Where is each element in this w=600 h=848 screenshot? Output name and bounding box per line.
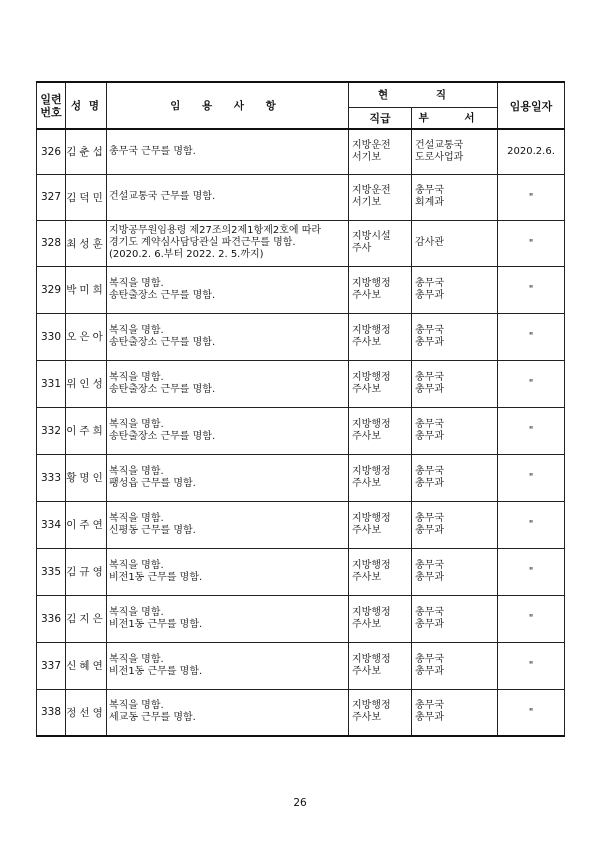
table-row xyxy=(37,501,565,548)
department xyxy=(412,642,498,689)
department xyxy=(412,689,498,736)
person-name: 정선영 xyxy=(66,689,107,736)
person-name: 최성훈 xyxy=(66,220,107,266)
table-row xyxy=(37,174,565,220)
department xyxy=(412,407,498,454)
appointment-desc xyxy=(107,454,349,501)
desc-line: 복직을 명함. xyxy=(109,606,164,618)
grade-line: 주사보 xyxy=(352,477,381,489)
grade xyxy=(349,220,412,266)
appointment-desc xyxy=(107,407,349,454)
department-line: 총무국 xyxy=(415,418,444,430)
grade xyxy=(349,266,412,313)
table-row xyxy=(37,313,565,360)
grade-line: 주사보 xyxy=(352,665,381,677)
grade-line: 주사보 xyxy=(352,712,381,724)
serial-no: 335 xyxy=(37,548,66,595)
department-line: 총무국 xyxy=(415,700,444,712)
grade-line: 지방운전 xyxy=(352,139,391,151)
header-grade: 직급 xyxy=(349,107,412,129)
department xyxy=(412,220,498,266)
department xyxy=(412,595,498,642)
grade-line: 주사보 xyxy=(352,524,381,536)
appointment-desc xyxy=(107,129,349,174)
person-name: 신혜연 xyxy=(66,642,107,689)
page-number: 26 xyxy=(293,797,307,809)
grade xyxy=(349,689,412,736)
appointment-date: " xyxy=(498,501,565,548)
desc-line: 복직을 명함. xyxy=(109,277,164,289)
grade-line: 지방행정 xyxy=(352,465,391,477)
department xyxy=(412,548,498,595)
grade-line: 지방행정 xyxy=(352,512,391,524)
desc-line: 비전1동 근무를 명함. xyxy=(109,665,203,677)
serial-no: 334 xyxy=(37,501,66,548)
department-line: 회계과 xyxy=(415,197,444,208)
grade-line: 지방행정 xyxy=(352,606,391,618)
serial-no: 332 xyxy=(37,407,66,454)
department-line: 총무과 xyxy=(415,477,444,489)
grade-line: 지방시설 xyxy=(352,231,391,242)
appointment-desc xyxy=(107,360,349,407)
department-line: 총무국 xyxy=(415,465,444,477)
person-name: 박미희 xyxy=(66,266,107,313)
desc-line: 경기도 계약심사담당관실 파견근무를 명함. xyxy=(109,237,296,248)
department xyxy=(412,174,498,220)
appointment-date: " xyxy=(498,689,565,736)
grade-line: 주사보 xyxy=(352,618,381,630)
serial-no: 326 xyxy=(37,129,66,174)
person-name: 이주연 xyxy=(66,501,107,548)
desc-line: 복직을 명함. xyxy=(109,418,164,430)
table-row xyxy=(37,642,565,689)
department-line: 총무과 xyxy=(415,336,444,348)
table-row xyxy=(37,548,565,595)
grade xyxy=(349,454,412,501)
grade-line: 주사보 xyxy=(352,289,381,301)
serial-no: 328 xyxy=(37,220,66,266)
grade-line: 지방행정 xyxy=(352,559,391,571)
grade-line: 주사보 xyxy=(352,571,381,583)
grade xyxy=(349,360,412,407)
table-row xyxy=(37,266,565,313)
desc-line: 신평동 근무를 명함. xyxy=(109,524,196,536)
appointment-desc xyxy=(107,689,349,736)
appointment-date: " xyxy=(498,595,565,642)
desc-line: 비전1동 근무를 명함. xyxy=(109,618,203,630)
serial-no: 337 xyxy=(37,642,66,689)
grade xyxy=(349,642,412,689)
header-department: 부 서 xyxy=(412,107,498,129)
department xyxy=(412,360,498,407)
header-current-position: 현 직 xyxy=(349,82,498,107)
table-row xyxy=(37,129,565,174)
appointment-desc xyxy=(107,174,349,220)
person-name: 오은아 xyxy=(66,313,107,360)
department-line: 총무국 xyxy=(415,653,444,665)
grade-line: 주사보 xyxy=(352,383,381,395)
person-name: 김지은 xyxy=(66,595,107,642)
department-line: 총무과 xyxy=(415,618,444,630)
department-line: 총무과 xyxy=(415,289,444,301)
desc-line: 비전1동 근무를 명함. xyxy=(109,571,203,583)
grade-line: 서기보 xyxy=(352,197,381,208)
serial-no: 333 xyxy=(37,454,66,501)
grade xyxy=(349,174,412,220)
person-name: 이주희 xyxy=(66,407,107,454)
header-row-top xyxy=(37,82,565,107)
appointment-date: " xyxy=(498,548,565,595)
grade-line: 지방행정 xyxy=(352,700,391,712)
department-line: 총무국 xyxy=(415,324,444,336)
desc-line: 복직을 명함. xyxy=(109,324,164,336)
grade-line: 지방행정 xyxy=(352,653,391,665)
appointment-desc xyxy=(107,548,349,595)
appointment-desc xyxy=(107,642,349,689)
desc-line: 송탄출장소 근무를 명함. xyxy=(109,336,216,348)
desc-line: 복직을 명함. xyxy=(109,371,164,383)
desc-line: 복직을 명함. xyxy=(109,559,164,571)
department-line: 총무국 xyxy=(415,277,444,289)
desc-line: 팽성읍 근무를 명함. xyxy=(109,477,196,489)
grade xyxy=(349,501,412,548)
department-line: 총무국 xyxy=(415,371,444,383)
table-row xyxy=(37,595,565,642)
department-line: 총무과 xyxy=(415,571,444,583)
appointment-date: " xyxy=(498,360,565,407)
appointment-date: " xyxy=(498,174,565,220)
department-line: 총무과 xyxy=(415,712,444,724)
grade-line: 주사보 xyxy=(352,336,381,348)
appointment-date: " xyxy=(498,266,565,313)
grade-line: 지방운전 xyxy=(352,185,391,196)
table-row xyxy=(37,407,565,454)
header-appointment-date: 임용일자 xyxy=(498,82,565,129)
department-line: 총무국 xyxy=(415,185,444,196)
desc-line: 건설교통국 근무를 명함. xyxy=(109,191,216,202)
serial-no: 329 xyxy=(37,266,66,313)
serial-no: 338 xyxy=(37,689,66,736)
table-row xyxy=(37,689,565,736)
desc-line: 복직을 명함. xyxy=(109,700,164,712)
appointment-date: " xyxy=(498,407,565,454)
appointment-desc xyxy=(107,220,349,266)
desc-line: 송탄출장소 근무를 명함. xyxy=(109,430,216,442)
department xyxy=(412,266,498,313)
appointment-date: 2020.2.6. xyxy=(498,129,565,174)
grade-line: 지방행정 xyxy=(352,277,391,289)
department-line: 총무국 xyxy=(415,606,444,618)
serial-no: 327 xyxy=(37,174,66,220)
desc-line: 총무국 근무를 명함. xyxy=(109,145,196,157)
person-name: 김춘섭 xyxy=(66,129,107,174)
person-name: 위인성 xyxy=(66,360,107,407)
department-line: 총무과 xyxy=(415,430,444,442)
department-line: 총무국 xyxy=(415,512,444,524)
header-serial-no: 일련 번호 xyxy=(37,82,66,129)
serial-no: 330 xyxy=(37,313,66,360)
grade xyxy=(349,129,412,174)
department-line: 감사관 xyxy=(415,237,444,248)
desc-line: 세교동 근무를 명함. xyxy=(109,712,196,724)
grade-line: 서기보 xyxy=(352,151,381,163)
desc-line: 송탄출장소 근무를 명함. xyxy=(109,383,216,395)
grade xyxy=(349,313,412,360)
appointment-date: " xyxy=(498,313,565,360)
desc-line: 지방공무원임용령 제27조의2제1항제2호에 따라 xyxy=(109,225,322,236)
header-name: 성 명 xyxy=(66,82,107,129)
department xyxy=(412,313,498,360)
desc-line: 송탄출장소 근무를 명함. xyxy=(109,289,216,301)
department xyxy=(412,129,498,174)
table-row xyxy=(37,454,565,501)
department-line: 총무과 xyxy=(415,383,444,395)
person-name: 김규영 xyxy=(66,548,107,595)
grade-line: 주사 xyxy=(352,243,372,254)
appointment-desc xyxy=(107,501,349,548)
serial-no: 331 xyxy=(37,360,66,407)
table-row xyxy=(37,360,565,407)
appointment-desc xyxy=(107,595,349,642)
grade-line: 지방행정 xyxy=(352,324,391,336)
desc-line: 복직을 명함. xyxy=(109,512,164,524)
appointment-desc xyxy=(107,313,349,360)
department-line: 총무과 xyxy=(415,524,444,536)
serial-no: 336 xyxy=(37,595,66,642)
appointment-date: " xyxy=(498,454,565,501)
desc-line: 복직을 명함. xyxy=(109,653,164,665)
grade-line: 지방행정 xyxy=(352,418,391,430)
department xyxy=(412,454,498,501)
appointment-table xyxy=(36,81,565,737)
table-row xyxy=(37,220,565,266)
appointment-desc xyxy=(107,266,349,313)
desc-line: (2020.2. 6.부터 2022. 2. 5.까지) xyxy=(109,249,264,260)
department-line: 도로사업과 xyxy=(415,151,464,163)
appointment-date: " xyxy=(498,642,565,689)
grade-line: 지방행정 xyxy=(352,371,391,383)
appointment-date: " xyxy=(498,220,565,266)
header-appointment-desc: 임 용 사 항 xyxy=(107,82,349,129)
person-name: 김덕민 xyxy=(66,174,107,220)
grade xyxy=(349,548,412,595)
grade-line: 주사보 xyxy=(352,430,381,442)
grade xyxy=(349,407,412,454)
department-line: 총무국 xyxy=(415,559,444,571)
grade xyxy=(349,595,412,642)
department xyxy=(412,501,498,548)
desc-line: 복직을 명함. xyxy=(109,465,164,477)
person-name: 황명인 xyxy=(66,454,107,501)
department-line: 총무과 xyxy=(415,665,444,677)
department-line: 건설교통국 xyxy=(415,139,464,151)
